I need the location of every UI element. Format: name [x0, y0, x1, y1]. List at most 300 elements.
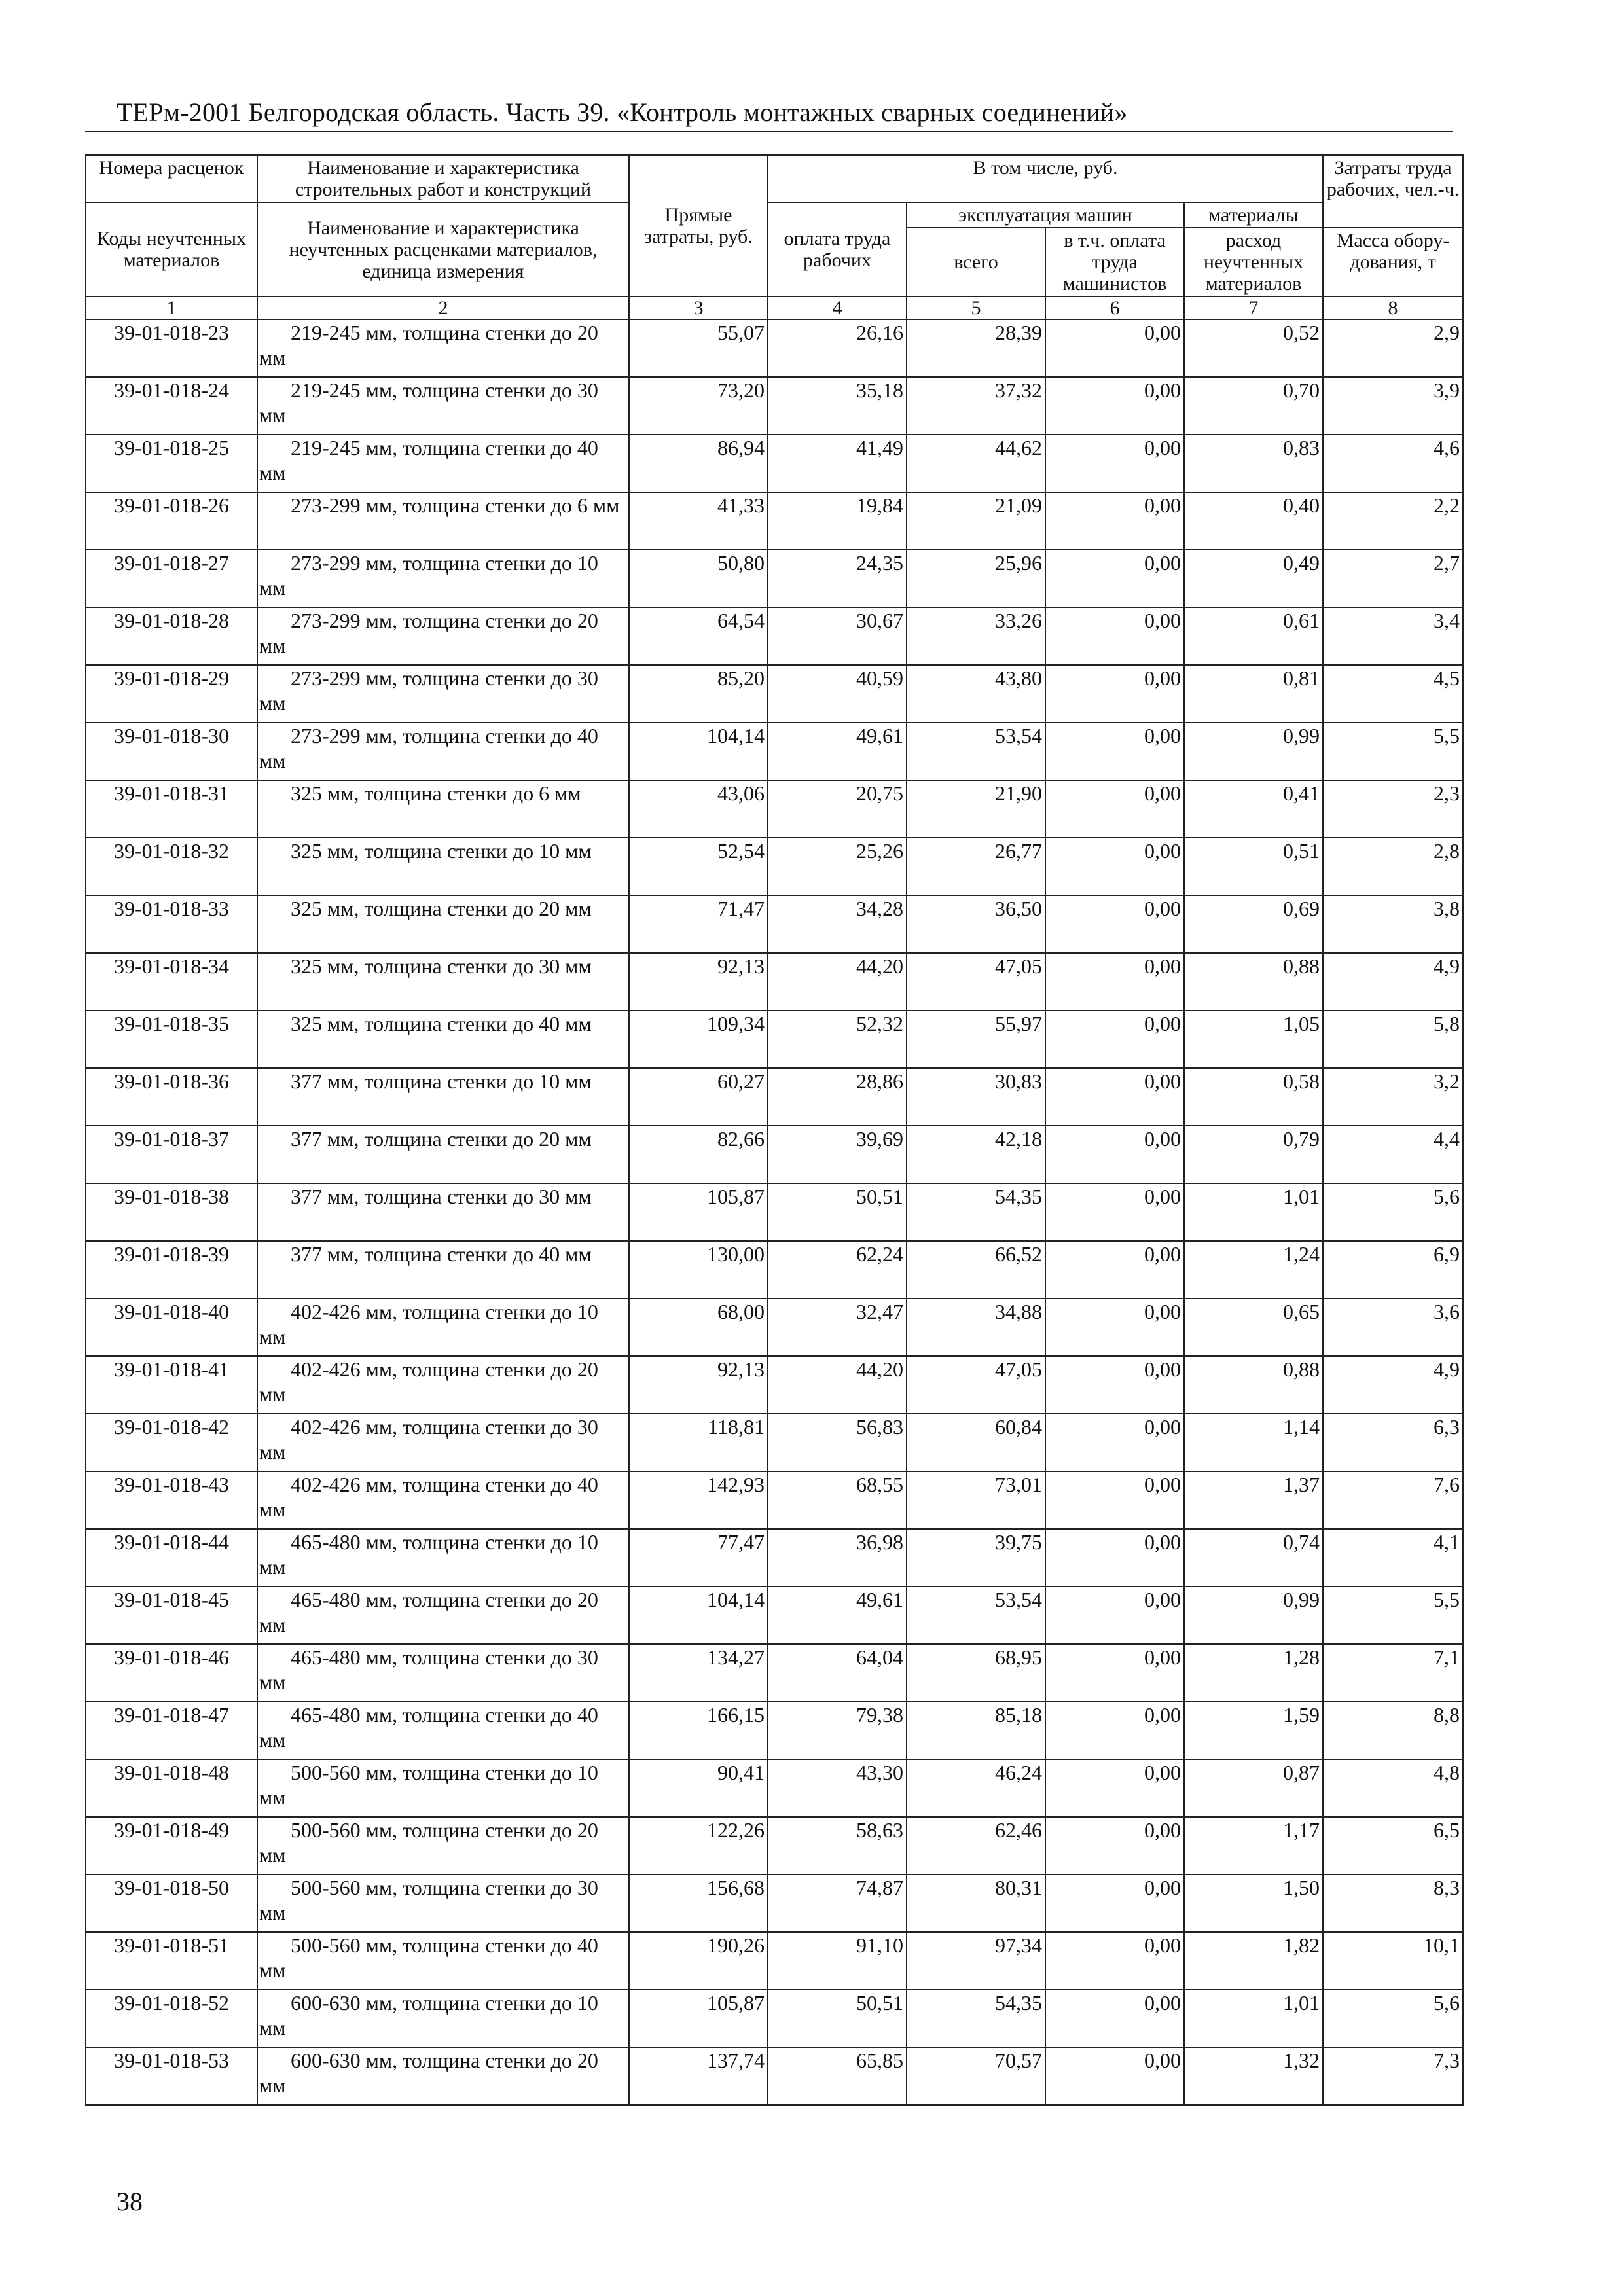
table-row — [86, 550, 1463, 607]
work-name-cell: 402-426 мм, толщина стенки до 20 мм — [257, 1356, 629, 1414]
table-row — [86, 1471, 1463, 1529]
machine-total-cell: 43,80 — [907, 665, 1045, 723]
labor-costs-cell: 4,9 — [1323, 953, 1463, 1011]
worker-pay-cell: 64,04 — [768, 1644, 907, 1702]
worker-pay-cell: 68,55 — [768, 1471, 907, 1529]
rate-code-cell: 39-01-018-45 — [86, 1587, 257, 1644]
table-row — [86, 2047, 1463, 2105]
worker-pay-cell: 91,10 — [768, 1932, 907, 1990]
machine-total-cell: 55,97 — [907, 1011, 1045, 1068]
machinist-pay-cell: 0,00 — [1045, 1011, 1184, 1068]
rate-code-cell: 39-01-018-35 — [86, 1011, 257, 1068]
direct-costs-cell: 86,94 — [629, 435, 768, 492]
work-name-cell: 325 мм, толщина стенки до 30 мм — [257, 953, 629, 1011]
table-row — [86, 1587, 1463, 1644]
work-name-cell: 500-560 мм, толщина стенки до 40 мм — [257, 1932, 629, 1990]
labor-costs-cell: 6,5 — [1323, 1817, 1463, 1874]
page-number: 38 — [117, 2187, 143, 2216]
column-number: 3 — [629, 296, 768, 319]
table-row — [86, 1874, 1463, 1932]
worker-pay-cell: 56,83 — [768, 1414, 907, 1471]
rate-code-cell: 39-01-018-24 — [86, 377, 257, 435]
machine-total-cell: 60,84 — [907, 1414, 1045, 1471]
table-row — [86, 1183, 1463, 1241]
machinist-pay-cell: 0,00 — [1045, 953, 1184, 1011]
worker-pay-cell: 19,84 — [768, 492, 907, 550]
machinist-pay-cell: 0,00 — [1045, 838, 1184, 895]
materials-cell: 1,37 — [1184, 1471, 1323, 1529]
labor-costs-cell: 3,9 — [1323, 377, 1463, 435]
machinist-pay-cell: 0,00 — [1045, 1183, 1184, 1241]
header-worker-pay: оплата труда рабочих — [768, 202, 907, 296]
machine-total-cell: 30,83 — [907, 1068, 1045, 1126]
table-row — [86, 665, 1463, 723]
worker-pay-cell: 49,61 — [768, 1587, 907, 1644]
rate-code-cell: 39-01-018-39 — [86, 1241, 257, 1299]
direct-costs-cell: 109,34 — [629, 1011, 768, 1068]
materials-cell: 1,14 — [1184, 1414, 1323, 1471]
machine-total-cell: 34,88 — [907, 1299, 1045, 1356]
machine-total-cell: 53,54 — [907, 1587, 1045, 1644]
materials-cell: 0,83 — [1184, 435, 1323, 492]
direct-costs-cell: 90,41 — [629, 1759, 768, 1817]
table-row — [86, 1990, 1463, 2047]
labor-costs-cell: 7,1 — [1323, 1644, 1463, 1702]
direct-costs-cell: 104,14 — [629, 1587, 768, 1644]
direct-costs-cell: 104,14 — [629, 723, 768, 780]
direct-costs-cell: 105,87 — [629, 1183, 768, 1241]
work-name-cell: 402-426 мм, толщина стенки до 40 мм — [257, 1471, 629, 1529]
materials-cell: 0,88 — [1184, 1356, 1323, 1414]
machine-total-cell: 21,90 — [907, 780, 1045, 838]
machinist-pay-cell: 0,00 — [1045, 1990, 1184, 2047]
direct-costs-cell: 41,33 — [629, 492, 768, 550]
worker-pay-cell: 24,35 — [768, 550, 907, 607]
materials-cell: 1,01 — [1184, 1990, 1323, 2047]
work-name-cell: 377 мм, толщина стенки до 40 мм — [257, 1241, 629, 1299]
rate-code-cell: 39-01-018-53 — [86, 2047, 257, 2105]
rate-code-cell: 39-01-018-25 — [86, 435, 257, 492]
rate-code-cell: 39-01-018-36 — [86, 1068, 257, 1126]
worker-pay-cell: 35,18 — [768, 377, 907, 435]
labor-costs-cell: 3,4 — [1323, 607, 1463, 665]
work-name-cell: 325 мм, толщина стенки до 40 мм — [257, 1011, 629, 1068]
rate-code-cell: 39-01-018-26 — [86, 492, 257, 550]
table-row — [86, 1068, 1463, 1126]
direct-costs-cell: 64,54 — [629, 607, 768, 665]
materials-cell: 1,50 — [1184, 1874, 1323, 1932]
direct-costs-cell: 82,66 — [629, 1126, 768, 1183]
worker-pay-cell: 52,32 — [768, 1011, 907, 1068]
rate-code-cell: 39-01-018-31 — [86, 780, 257, 838]
column-number: 7 — [1184, 296, 1323, 319]
rate-code-cell: 39-01-018-51 — [86, 1932, 257, 1990]
table-row — [86, 1241, 1463, 1299]
work-name-cell: 600-630 мм, толщина стенки до 10 мм — [257, 1990, 629, 2047]
machinist-pay-cell: 0,00 — [1045, 2047, 1184, 2105]
table-row — [86, 895, 1463, 953]
machine-total-cell: 21,09 — [907, 492, 1045, 550]
machine-total-cell: 36,50 — [907, 895, 1045, 953]
rate-code-cell: 39-01-018-34 — [86, 953, 257, 1011]
direct-costs-cell: 43,06 — [629, 780, 768, 838]
column-number: 2 — [257, 296, 629, 319]
direct-costs-cell: 118,81 — [629, 1414, 768, 1471]
work-name-cell: 325 мм, толщина стенки до 10 мм — [257, 838, 629, 895]
header-rate-numbers: Номера расценок — [86, 155, 257, 202]
machine-total-cell: 54,35 — [907, 1183, 1045, 1241]
table-row — [86, 1126, 1463, 1183]
worker-pay-cell: 79,38 — [768, 1702, 907, 1759]
rate-code-cell: 39-01-018-27 — [86, 550, 257, 607]
table-row — [86, 1817, 1463, 1874]
table-row — [86, 1299, 1463, 1356]
machine-total-cell: 25,96 — [907, 550, 1045, 607]
header-rule — [85, 131, 1453, 132]
machine-total-cell: 37,32 — [907, 377, 1045, 435]
materials-cell: 0,49 — [1184, 550, 1323, 607]
rate-code-cell: 39-01-018-37 — [86, 1126, 257, 1183]
machinist-pay-cell: 0,00 — [1045, 607, 1184, 665]
machine-total-cell: 47,05 — [907, 1356, 1045, 1414]
machinist-pay-cell: 0,00 — [1045, 1644, 1184, 1702]
header-work-name: Наименование и характеристика строительных работ и конструкций — [257, 155, 629, 202]
rate-code-cell: 39-01-018-49 — [86, 1817, 257, 1874]
materials-cell: 1,59 — [1184, 1702, 1323, 1759]
labor-costs-cell: 7,6 — [1323, 1471, 1463, 1529]
work-name-cell: 219-245 мм, толщина стенки до 20 мм — [257, 319, 629, 377]
materials-cell: 1,17 — [1184, 1817, 1323, 1874]
header-machinist-pay: в т.ч. оплата труда машинистов — [1045, 228, 1184, 296]
table-row — [86, 1702, 1463, 1759]
machine-total-cell: 62,46 — [907, 1817, 1045, 1874]
work-name-cell: 325 мм, толщина стенки до 6 мм — [257, 780, 629, 838]
direct-costs-cell: 92,13 — [629, 953, 768, 1011]
machinist-pay-cell: 0,00 — [1045, 492, 1184, 550]
table-row — [86, 1356, 1463, 1414]
machine-total-cell: 42,18 — [907, 1126, 1045, 1183]
direct-costs-cell: 166,15 — [629, 1702, 768, 1759]
header-machine-operation: эксплуатация машин — [907, 202, 1184, 228]
direct-costs-cell: 134,27 — [629, 1644, 768, 1702]
labor-costs-cell: 4,4 — [1323, 1126, 1463, 1183]
direct-costs-cell: 73,20 — [629, 377, 768, 435]
machinist-pay-cell: 0,00 — [1045, 1356, 1184, 1414]
worker-pay-cell: 41,49 — [768, 435, 907, 492]
machinist-pay-cell: 0,00 — [1045, 319, 1184, 377]
labor-costs-cell: 2,3 — [1323, 780, 1463, 838]
direct-costs-cell: 71,47 — [629, 895, 768, 953]
work-name-cell: 402-426 мм, толщина стенки до 10 мм — [257, 1299, 629, 1356]
materials-cell: 1,82 — [1184, 1932, 1323, 1990]
machine-total-cell: 46,24 — [907, 1759, 1045, 1817]
worker-pay-cell: 58,63 — [768, 1817, 907, 1874]
labor-costs-cell: 5,5 — [1323, 1587, 1463, 1644]
column-number: 5 — [907, 296, 1045, 319]
machine-total-cell: 33,26 — [907, 607, 1045, 665]
rate-code-cell: 39-01-018-52 — [86, 1990, 257, 2047]
direct-costs-cell: 60,27 — [629, 1068, 768, 1126]
machine-total-cell: 53,54 — [907, 723, 1045, 780]
rate-code-cell: 39-01-018-48 — [86, 1759, 257, 1817]
rate-code-cell: 39-01-018-40 — [86, 1299, 257, 1356]
header-including: В том числе, руб. — [768, 155, 1323, 202]
direct-costs-cell: 105,87 — [629, 1990, 768, 2047]
direct-costs-cell: 68,00 — [629, 1299, 768, 1356]
table-row — [86, 780, 1463, 838]
labor-costs-cell: 4,6 — [1323, 435, 1463, 492]
direct-costs-cell: 55,07 — [629, 319, 768, 377]
work-name-cell: 465-480 мм, толщина стенки до 30 мм — [257, 1644, 629, 1702]
rate-code-cell: 39-01-018-29 — [86, 665, 257, 723]
labor-costs-cell: 5,6 — [1323, 1183, 1463, 1241]
worker-pay-cell: 34,28 — [768, 895, 907, 953]
machine-total-cell: 85,18 — [907, 1702, 1045, 1759]
work-name-cell: 465-480 мм, толщина стенки до 10 мм — [257, 1529, 629, 1587]
column-number: 6 — [1045, 296, 1184, 319]
materials-cell: 0,88 — [1184, 953, 1323, 1011]
machine-total-cell: 80,31 — [907, 1874, 1045, 1932]
table-row — [86, 1759, 1463, 1817]
rate-code-cell: 39-01-018-46 — [86, 1644, 257, 1702]
rate-code-cell: 39-01-018-41 — [86, 1356, 257, 1414]
work-name-cell: 377 мм, толщина стенки до 10 мм — [257, 1068, 629, 1126]
work-name-cell: 219-245 мм, толщина стенки до 30 мм — [257, 377, 629, 435]
table-row — [86, 1414, 1463, 1471]
machinist-pay-cell: 0,00 — [1045, 723, 1184, 780]
rate-code-cell: 39-01-018-43 — [86, 1471, 257, 1529]
machinist-pay-cell: 0,00 — [1045, 1529, 1184, 1587]
machine-total-cell: 68,95 — [907, 1644, 1045, 1702]
work-name-cell: 219-245 мм, толщина стенки до 40 мм — [257, 435, 629, 492]
rate-code-cell: 39-01-018-32 — [86, 838, 257, 895]
labor-costs-cell: 6,9 — [1323, 1241, 1463, 1299]
direct-costs-cell: 190,26 — [629, 1932, 768, 1990]
machine-total-cell: 73,01 — [907, 1471, 1045, 1529]
page-header-title: ТЕРм-2001 Белгородская область. Часть 39. «Контроль монтажных сварных соединений» — [117, 98, 1128, 127]
worker-pay-cell: 32,47 — [768, 1299, 907, 1356]
machinist-pay-cell: 0,00 — [1045, 665, 1184, 723]
materials-cell: 0,58 — [1184, 1068, 1323, 1126]
header-materials: материалы — [1184, 202, 1323, 228]
worker-pay-cell: 20,75 — [768, 780, 907, 838]
rate-code-cell: 39-01-018-50 — [86, 1874, 257, 1932]
machinist-pay-cell: 0,00 — [1045, 1126, 1184, 1183]
worker-pay-cell: 49,61 — [768, 723, 907, 780]
machine-total-cell: 26,77 — [907, 838, 1045, 895]
materials-cell: 0,87 — [1184, 1759, 1323, 1817]
labor-costs-cell: 4,8 — [1323, 1759, 1463, 1817]
header-unaccounted-name: Наименование и характеристика неучтенных расценками материалов, единица измерения — [257, 202, 629, 296]
direct-costs-cell: 122,26 — [629, 1817, 768, 1874]
worker-pay-cell: 43,30 — [768, 1759, 907, 1817]
machine-total-cell: 66,52 — [907, 1241, 1045, 1299]
machinist-pay-cell: 0,00 — [1045, 1874, 1184, 1932]
machinist-pay-cell: 0,00 — [1045, 1817, 1184, 1874]
machine-total-cell: 28,39 — [907, 319, 1045, 377]
labor-costs-cell: 4,1 — [1323, 1529, 1463, 1587]
header-direct-costs: Прямые затраты, руб. — [629, 155, 768, 296]
work-name-cell: 500-560 мм, толщина стенки до 20 мм — [257, 1817, 629, 1874]
labor-costs-cell: 7,3 — [1323, 2047, 1463, 2105]
materials-cell: 0,99 — [1184, 723, 1323, 780]
table-row — [86, 319, 1463, 377]
rates-table — [85, 154, 1464, 2106]
direct-costs-cell: 142,93 — [629, 1471, 768, 1529]
worker-pay-cell: 25,26 — [768, 838, 907, 895]
labor-costs-cell: 5,5 — [1323, 723, 1463, 780]
table-row — [86, 838, 1463, 895]
worker-pay-cell: 30,67 — [768, 607, 907, 665]
column-number: 4 — [768, 296, 907, 319]
materials-cell: 0,65 — [1184, 1299, 1323, 1356]
materials-cell: 1,24 — [1184, 1241, 1323, 1299]
worker-pay-cell: 26,16 — [768, 319, 907, 377]
labor-costs-cell: 10,1 — [1323, 1932, 1463, 1990]
rate-code-cell: 39-01-018-42 — [86, 1414, 257, 1471]
worker-pay-cell: 50,51 — [768, 1990, 907, 2047]
work-name-cell: 273-299 мм, толщина стенки до 40 мм — [257, 723, 629, 780]
machine-total-cell: 39,75 — [907, 1529, 1045, 1587]
labor-costs-cell: 8,3 — [1323, 1874, 1463, 1932]
table-row — [86, 1011, 1463, 1068]
table-row — [86, 435, 1463, 492]
work-name-cell: 273-299 мм, толщина стенки до 10 мм — [257, 550, 629, 607]
materials-cell: 0,74 — [1184, 1529, 1323, 1587]
rate-code-cell: 39-01-018-44 — [86, 1529, 257, 1587]
machinist-pay-cell: 0,00 — [1045, 1299, 1184, 1356]
machinist-pay-cell: 0,00 — [1045, 1932, 1184, 1990]
machinist-pay-cell: 0,00 — [1045, 1068, 1184, 1126]
worker-pay-cell: 62,24 — [768, 1241, 907, 1299]
header-unaccounted-codes: Коды неучтенных материалов — [86, 202, 257, 296]
labor-costs-cell: 2,7 — [1323, 550, 1463, 607]
materials-cell: 0,99 — [1184, 1587, 1323, 1644]
materials-cell: 0,61 — [1184, 607, 1323, 665]
labor-costs-cell: 3,6 — [1323, 1299, 1463, 1356]
machinist-pay-cell: 0,00 — [1045, 1471, 1184, 1529]
materials-cell: 0,70 — [1184, 377, 1323, 435]
materials-cell: 0,69 — [1184, 895, 1323, 953]
table-row — [86, 1529, 1463, 1587]
rate-code-cell: 39-01-018-30 — [86, 723, 257, 780]
machine-total-cell: 44,62 — [907, 435, 1045, 492]
table-row — [86, 723, 1463, 780]
labor-costs-cell: 2,2 — [1323, 492, 1463, 550]
materials-cell: 0,51 — [1184, 838, 1323, 895]
direct-costs-cell: 50,80 — [629, 550, 768, 607]
work-name-cell: 500-560 мм, толщина стенки до 30 мм — [257, 1874, 629, 1932]
labor-costs-cell: 4,5 — [1323, 665, 1463, 723]
table-body — [86, 319, 1463, 2105]
worker-pay-cell: 44,20 — [768, 953, 907, 1011]
work-name-cell: 273-299 мм, толщина стенки до 6 мм — [257, 492, 629, 550]
materials-cell: 1,28 — [1184, 1644, 1323, 1702]
work-name-cell: 402-426 мм, толщина стенки до 30 мм — [257, 1414, 629, 1471]
work-name-cell: 465-480 мм, толщина стенки до 20 мм — [257, 1587, 629, 1644]
machinist-pay-cell: 0,00 — [1045, 1241, 1184, 1299]
labor-costs-cell: 8,8 — [1323, 1702, 1463, 1759]
worker-pay-cell: 50,51 — [768, 1183, 907, 1241]
direct-costs-cell: 77,47 — [629, 1529, 768, 1587]
machine-total-cell: 54,35 — [907, 1990, 1045, 2047]
worker-pay-cell: 40,59 — [768, 665, 907, 723]
work-name-cell: 465-480 мм, толщина стенки до 40 мм — [257, 1702, 629, 1759]
worker-pay-cell: 65,85 — [768, 2047, 907, 2105]
table-row — [86, 953, 1463, 1011]
rate-code-cell: 39-01-018-33 — [86, 895, 257, 953]
machine-total-cell: 47,05 — [907, 953, 1045, 1011]
work-name-cell: 500-560 мм, толщина стенки до 10 мм — [257, 1759, 629, 1817]
rate-code-cell: 39-01-018-38 — [86, 1183, 257, 1241]
machinist-pay-cell: 0,00 — [1045, 780, 1184, 838]
column-number: 8 — [1323, 296, 1463, 319]
materials-cell: 0,40 — [1184, 492, 1323, 550]
worker-pay-cell: 44,20 — [768, 1356, 907, 1414]
machinist-pay-cell: 0,00 — [1045, 1759, 1184, 1817]
table-row — [86, 607, 1463, 665]
materials-cell: 0,81 — [1184, 665, 1323, 723]
rate-code-cell: 39-01-018-47 — [86, 1702, 257, 1759]
worker-pay-cell: 74,87 — [768, 1874, 907, 1932]
rate-code-cell: 39-01-018-23 — [86, 319, 257, 377]
labor-costs-cell: 5,8 — [1323, 1011, 1463, 1068]
labor-costs-cell: 2,8 — [1323, 838, 1463, 895]
machinist-pay-cell: 0,00 — [1045, 1587, 1184, 1644]
table-row — [86, 1932, 1463, 1990]
table-row — [86, 377, 1463, 435]
worker-pay-cell: 39,69 — [768, 1126, 907, 1183]
labor-costs-cell: 6,3 — [1323, 1414, 1463, 1471]
machinist-pay-cell: 0,00 — [1045, 1702, 1184, 1759]
materials-cell: 0,41 — [1184, 780, 1323, 838]
direct-costs-cell: 52,54 — [629, 838, 768, 895]
machinist-pay-cell: 0,00 — [1045, 435, 1184, 492]
direct-costs-cell: 92,13 — [629, 1356, 768, 1414]
labor-costs-cell: 4,9 — [1323, 1356, 1463, 1414]
work-name-cell: 600-630 мм, толщина стенки до 20 мм — [257, 2047, 629, 2105]
header-total: всего — [907, 228, 1045, 296]
work-name-cell: 377 мм, толщина стенки до 30 мм — [257, 1183, 629, 1241]
work-name-cell: 273-299 мм, толщина стенки до 20 мм — [257, 607, 629, 665]
worker-pay-cell: 28,86 — [768, 1068, 907, 1126]
materials-cell: 0,79 — [1184, 1126, 1323, 1183]
materials-cell: 1,32 — [1184, 2047, 1323, 2105]
machine-total-cell: 97,34 — [907, 1932, 1045, 1990]
machinist-pay-cell: 0,00 — [1045, 1414, 1184, 1471]
labor-costs-cell: 5,6 — [1323, 1990, 1463, 2047]
materials-cell: 1,05 — [1184, 1011, 1323, 1068]
table-row — [86, 1644, 1463, 1702]
machine-total-cell: 70,57 — [907, 2047, 1045, 2105]
machinist-pay-cell: 0,00 — [1045, 377, 1184, 435]
work-name-cell: 273-299 мм, толщина стенки до 30 мм — [257, 665, 629, 723]
column-number: 1 — [86, 296, 257, 319]
table-row — [86, 492, 1463, 550]
work-name-cell: 325 мм, толщина стенки до 20 мм — [257, 895, 629, 953]
work-name-cell: 377 мм, толщина стенки до 20 мм — [257, 1126, 629, 1183]
rate-code-cell: 39-01-018-28 — [86, 607, 257, 665]
header-equipment-mass: Масса обору-дования, т — [1323, 228, 1463, 296]
header-labor-costs: Затраты труда рабочих, чел.-ч. — [1323, 155, 1463, 228]
worker-pay-cell: 36,98 — [768, 1529, 907, 1587]
direct-costs-cell: 137,74 — [629, 2047, 768, 2105]
direct-costs-cell: 130,00 — [629, 1241, 768, 1299]
direct-costs-cell: 85,20 — [629, 665, 768, 723]
labor-costs-cell: 3,8 — [1323, 895, 1463, 953]
labor-costs-cell: 3,2 — [1323, 1068, 1463, 1126]
direct-costs-cell: 156,68 — [629, 1874, 768, 1932]
